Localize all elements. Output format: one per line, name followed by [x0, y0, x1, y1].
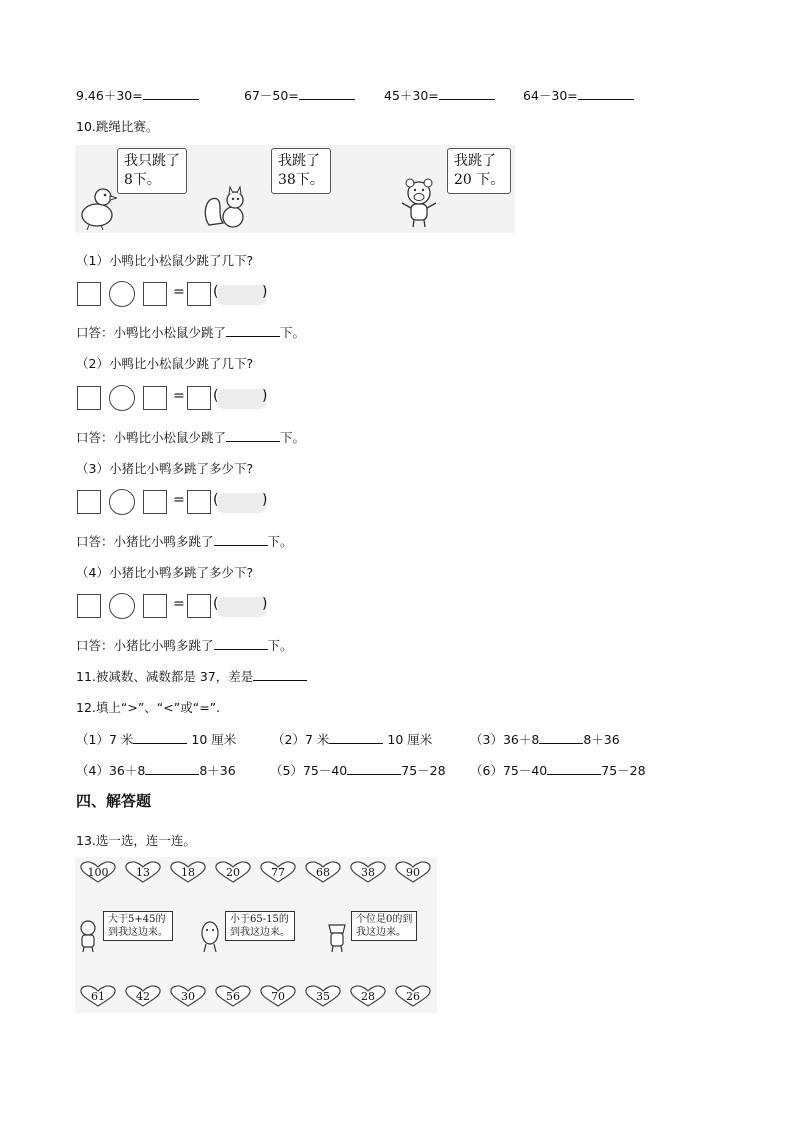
number-heart[interactable]: 100 — [79, 861, 117, 883]
q10-part2-answer: 口答：小鸭比小松鼠少跳了 下。 — [76, 430, 306, 445]
answer-box[interactable] — [187, 594, 211, 618]
q10-part3-question: （3）小猪比小鸭多跳了多少下? — [76, 461, 254, 476]
pig-speech-bubble: 我跳了 20 下。 — [447, 148, 511, 194]
answer-box[interactable] — [77, 594, 101, 618]
squirrel-speech-bubble: 我跳了 38下。 — [271, 148, 331, 194]
squirrel-icon — [203, 185, 249, 231]
number-heart[interactable]: 38 — [349, 861, 387, 883]
q12-item-4: （4）36＋8 8＋36 — [76, 763, 236, 778]
number-heart[interactable]: 13 — [124, 861, 162, 883]
operator-circle[interactable] — [109, 489, 135, 515]
answer-box[interactable] — [187, 282, 211, 306]
answer-blank[interactable] — [214, 637, 268, 650]
q9-item-4-wrap — [523, 86, 634, 104]
cartoon-character-icon — [199, 919, 221, 953]
unit-paren-open: ( — [213, 596, 219, 612]
answer-box[interactable] — [143, 386, 167, 410]
q11-blank[interactable] — [253, 668, 307, 681]
q10-part1-question: （1）小鸭比小松鼠少跳了几下? — [76, 253, 254, 268]
q12-item-1: （1）7 米 10 厘米 — [76, 732, 237, 747]
unit-paren-open: ( — [213, 492, 219, 508]
compare-blank[interactable] — [133, 731, 187, 744]
answer-box[interactable] — [143, 282, 167, 306]
condition-sign-1: 大于5+45的 到我这边来。 — [103, 911, 173, 941]
answer-box[interactable] — [77, 386, 101, 410]
q9-item-4: 64－30= — [523, 88, 578, 103]
q12-item-5: （5）75－40 75－28 — [270, 763, 446, 778]
q13-title: 13.选一选，连一连。 — [76, 833, 196, 848]
q9-item-1: 9.46＋30= — [76, 88, 143, 103]
answer-blank[interactable] — [226, 429, 280, 442]
q9-item-3-wrap — [384, 86, 495, 104]
compare-blank[interactable] — [145, 762, 199, 775]
q9-blank-1[interactable] — [143, 87, 199, 100]
compare-blank[interactable] — [347, 762, 401, 775]
compare-blank[interactable] — [329, 731, 383, 744]
q12-item-3: （3）36＋8 8＋36 — [470, 732, 620, 747]
q12-item-6: （6）75－40 75－28 — [470, 763, 646, 778]
number-heart[interactable]: 30 — [169, 985, 207, 1007]
q9-row — [76, 86, 199, 104]
q9-item-2-wrap — [244, 86, 355, 104]
answer-box[interactable] — [187, 490, 211, 514]
compare-blank[interactable] — [539, 731, 583, 744]
jump-rope-illustration — [75, 145, 515, 233]
number-heart[interactable]: 61 — [79, 985, 117, 1007]
equals-sign: = — [173, 492, 185, 508]
number-heart[interactable]: 26 — [394, 985, 432, 1007]
pig-icon — [397, 177, 441, 229]
q11-question: 11.被减数、减数都是 37，差是 — [76, 667, 307, 685]
answer-box[interactable] — [143, 490, 167, 514]
cartoon-character-icon — [77, 919, 99, 953]
unit-paren-open: ( — [213, 388, 219, 404]
equals-sign: = — [173, 284, 185, 300]
answer-blank[interactable] — [214, 533, 268, 546]
q12-title: 12.填上“>”、“<”或“=”. — [76, 700, 221, 715]
unit-paren-open: ( — [213, 284, 219, 300]
answer-box[interactable] — [187, 386, 211, 410]
unit-paren-close: ) — [262, 492, 268, 508]
answer-box[interactable] — [77, 490, 101, 514]
answer-box[interactable] — [77, 282, 101, 306]
answer-blank[interactable] — [226, 324, 280, 337]
operator-circle[interactable] — [109, 385, 135, 411]
operator-circle[interactable] — [109, 281, 135, 307]
number-heart[interactable]: 77 — [259, 861, 297, 883]
q10-part4-answer: 口答：小猪比小鸭多跳了 下。 — [76, 638, 293, 653]
duck-speech-bubble: 我只跳了 8下。 — [117, 148, 187, 194]
condition-sign-2: 小于65-15的 到我这边来。 — [225, 911, 295, 941]
q9-item-3: 45＋30= — [384, 88, 439, 103]
q10-title: 10.跳绳比赛。 — [76, 119, 159, 134]
number-heart[interactable]: 90 — [394, 861, 432, 883]
number-heart[interactable]: 68 — [304, 861, 342, 883]
operator-circle[interactable] — [109, 593, 135, 619]
number-heart[interactable]: 56 — [214, 985, 252, 1007]
number-heart[interactable]: 28 — [349, 985, 387, 1007]
q10-part1-answer: 口答：小鸭比小松鼠少跳了 下。 — [76, 325, 306, 340]
condition-sign-3: 个位是0的到 我这边来。 — [351, 911, 417, 941]
matching-illustration — [75, 857, 437, 1013]
q9-blank-2[interactable] — [299, 87, 355, 100]
q9-blank-3[interactable] — [439, 87, 495, 100]
number-heart[interactable]: 20 — [214, 861, 252, 883]
unit-paren-close: ) — [262, 388, 268, 404]
equals-sign: = — [173, 596, 185, 612]
number-heart[interactable]: 70 — [259, 985, 297, 1007]
unit-paren-close: ) — [262, 284, 268, 300]
cartoon-character-icon — [325, 919, 349, 953]
compare-blank[interactable] — [547, 762, 601, 775]
number-heart[interactable]: 35 — [304, 985, 342, 1007]
section-title: 四、解答题 — [76, 792, 152, 810]
q9-item-2: 67－50= — [244, 88, 299, 103]
q10-part4-question: （4）小猪比小鸭多跳了多少下? — [76, 565, 254, 580]
equals-sign: = — [173, 388, 185, 404]
q10-part2-question: （2）小鸭比小松鼠少跳了几下? — [76, 356, 254, 371]
unit-paren-close: ) — [262, 596, 268, 612]
q12-item-2: （2）7 米 10 厘米 — [272, 732, 433, 747]
answer-box[interactable] — [143, 594, 167, 618]
q9-blank-4[interactable] — [578, 87, 634, 100]
number-heart[interactable]: 42 — [124, 985, 162, 1007]
duck-icon — [77, 181, 117, 231]
q10-part3-answer: 口答：小猪比小鸭多跳了 下。 — [76, 534, 293, 549]
number-heart[interactable]: 18 — [169, 861, 207, 883]
